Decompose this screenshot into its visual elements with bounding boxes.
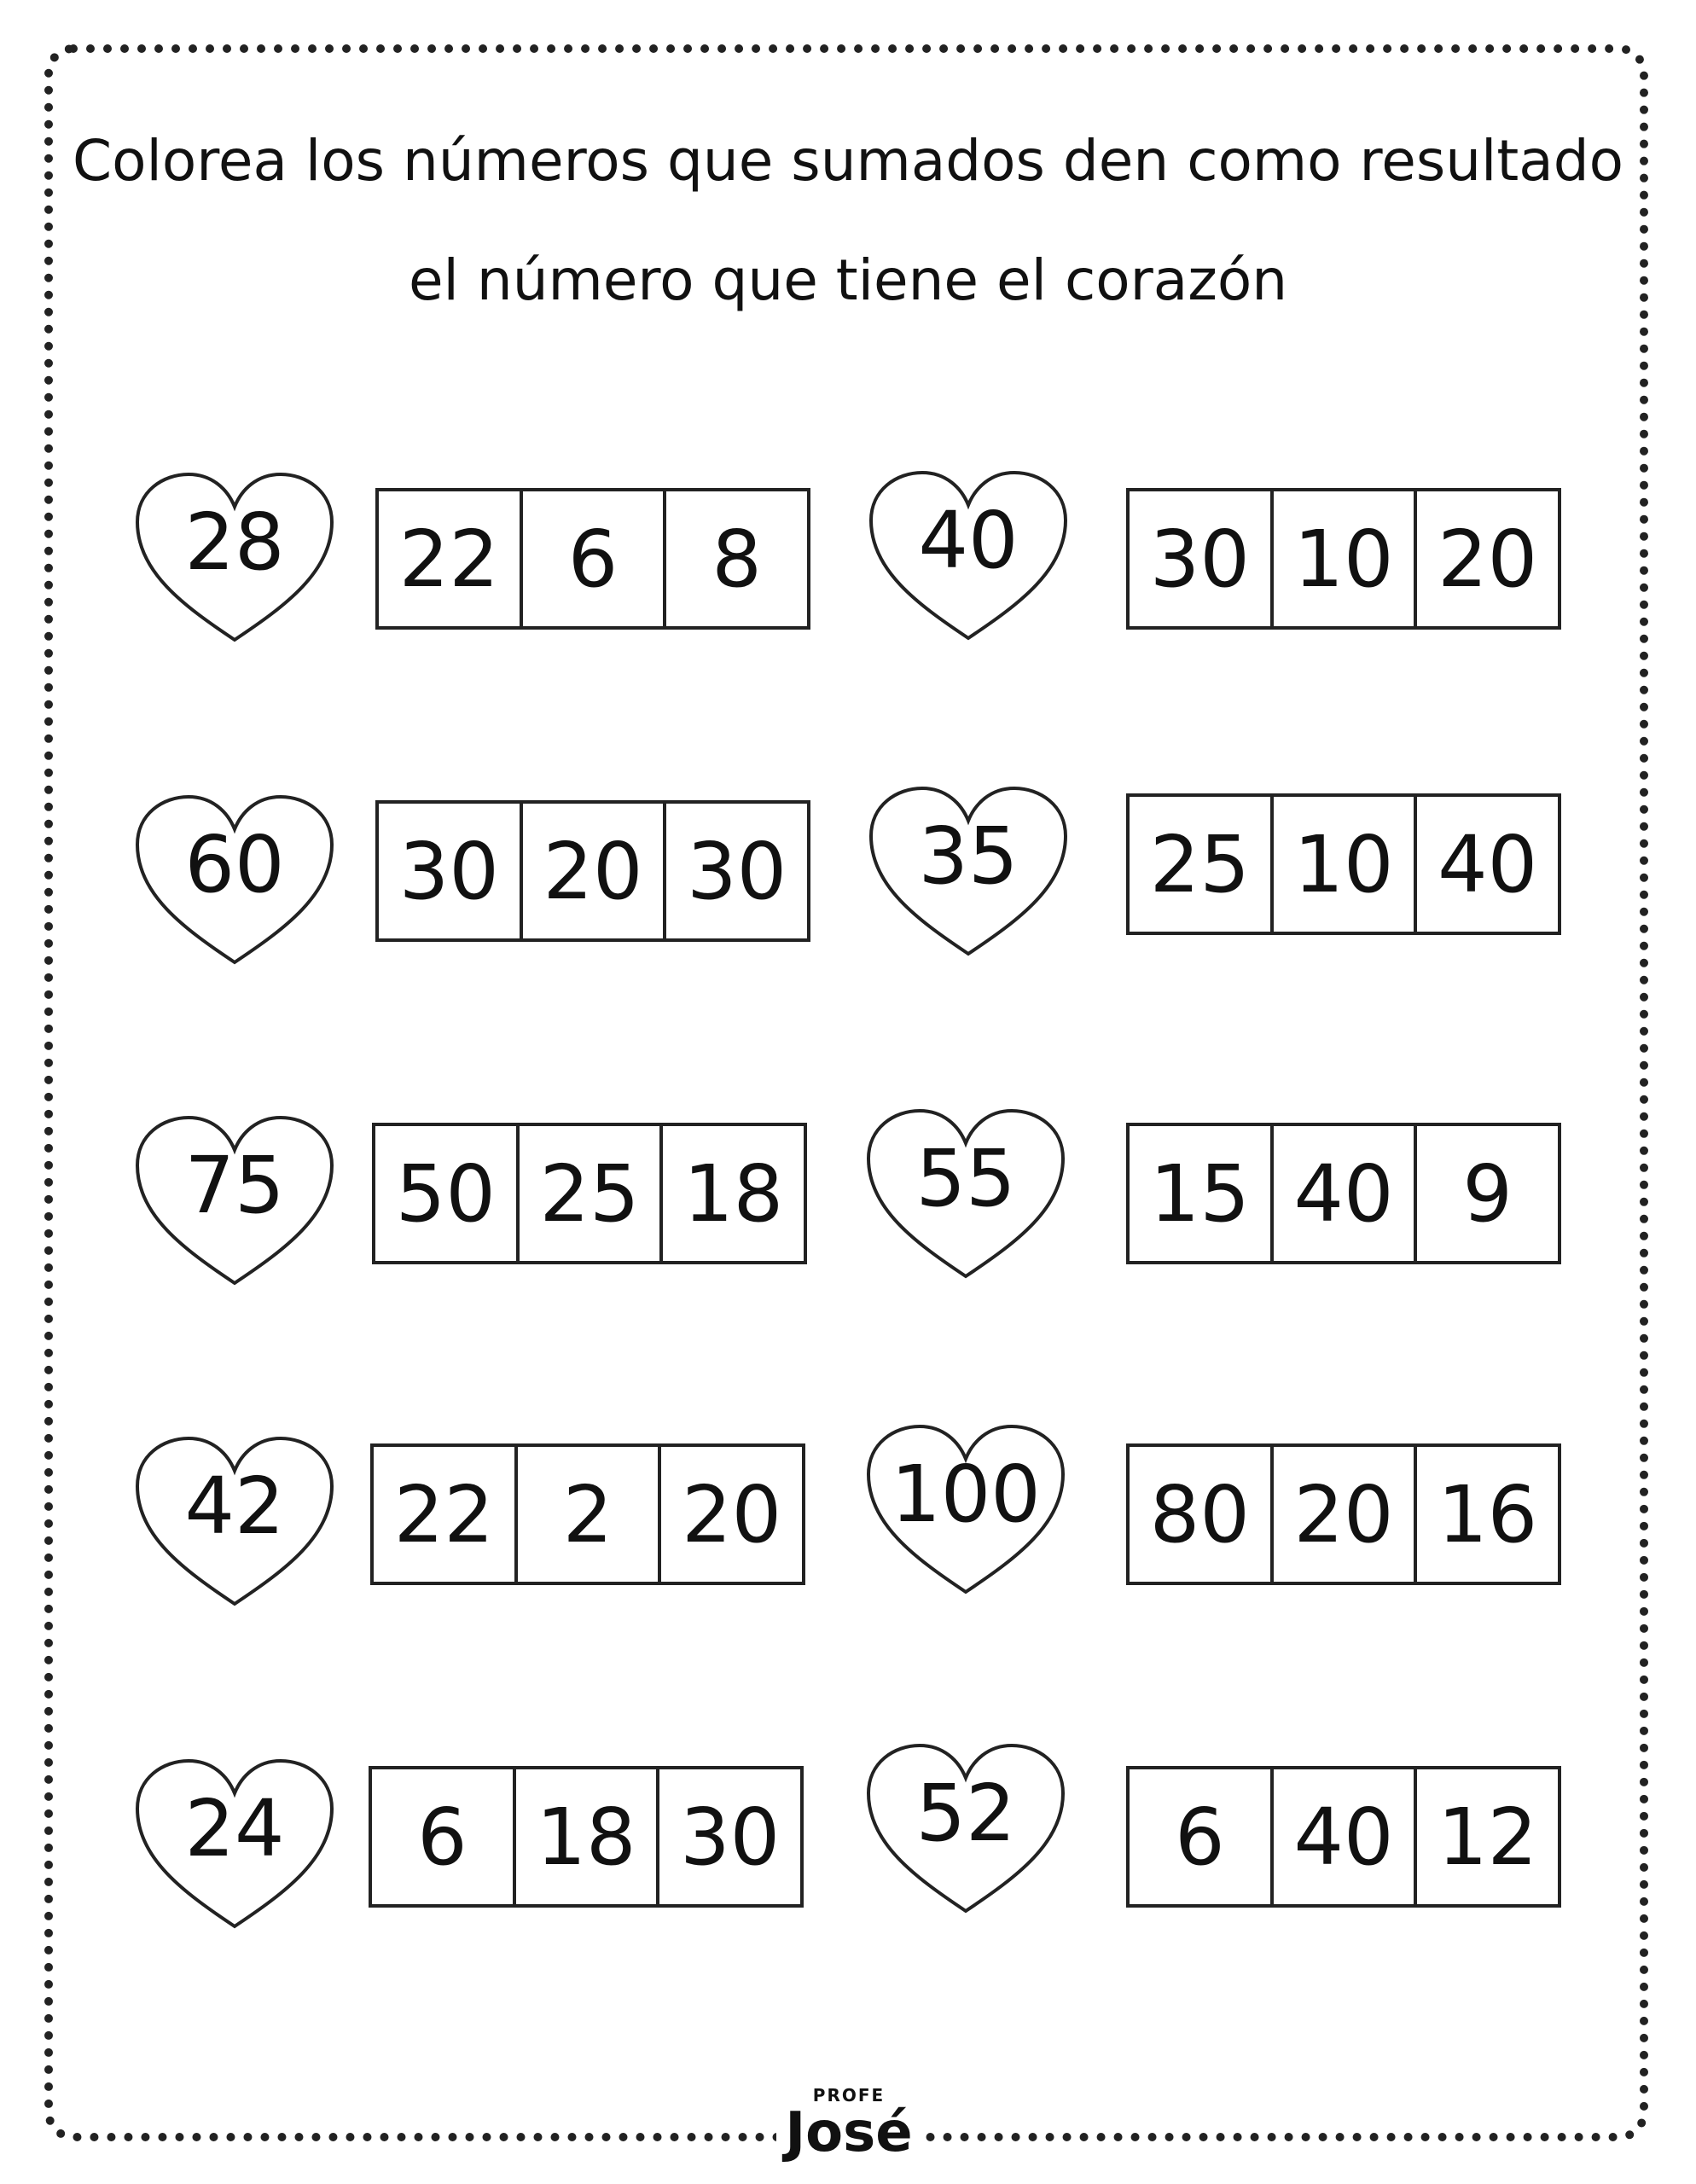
number-box[interactable]: 6 (1130, 1769, 1274, 1904)
number-box[interactable]: 50 (375, 1126, 520, 1261)
instruction-line-2: el número que tiene el corazón (408, 247, 1288, 313)
number-box[interactable]: 20 (682, 1468, 782, 1560)
number-boxes (372, 1123, 807, 1264)
number-boxes (375, 800, 810, 942)
number-box[interactable]: 16 (1438, 1468, 1538, 1560)
heart-75 (132, 1112, 337, 1292)
number-box[interactable]: 10 (1274, 797, 1418, 932)
number-boxes (370, 1443, 805, 1585)
number-box[interactable]: 6 (372, 1769, 516, 1904)
number-box[interactable]: 30 (1130, 491, 1274, 626)
number-box[interactable]: 30 (379, 804, 523, 938)
number-box[interactable]: 20 (1274, 1447, 1418, 1582)
number-box[interactable]: 10 (1274, 491, 1418, 626)
number-box[interactable]: 80 (1130, 1447, 1274, 1582)
instruction-line-1: Colorea los números que sumados den como resultado (73, 128, 1623, 194)
number-box[interactable]: 18 (516, 1769, 660, 1904)
heart-number: 55 (915, 1133, 1016, 1224)
number-box[interactable]: 22 (379, 491, 523, 626)
number-box[interactable]: 18 (683, 1147, 784, 1240)
logo-name-text: José (785, 2101, 913, 2164)
number-box[interactable]: 25 (1130, 797, 1274, 932)
number-box[interactable]: 30 (687, 825, 787, 917)
heart-number: 52 (915, 1768, 1016, 1859)
number-box[interactable]: 20 (1438, 513, 1538, 605)
heart-100 (863, 1421, 1068, 1600)
heart-number: 35 (918, 810, 1019, 902)
heart-52 (863, 1740, 1068, 1920)
heart-number: 100 (891, 1449, 1041, 1540)
number-boxes (1126, 1766, 1561, 1908)
number-box[interactable]: 8 (712, 513, 762, 605)
number-box[interactable]: 30 (680, 1791, 781, 1883)
heart-24 (132, 1756, 337, 1935)
number-boxes (1126, 793, 1561, 935)
heart-55 (863, 1106, 1068, 1285)
number-box[interactable]: 12 (1438, 1791, 1538, 1883)
number-boxes (1126, 488, 1561, 630)
number-boxes (369, 1766, 804, 1908)
number-box[interactable]: 40 (1438, 818, 1538, 910)
heart-number: 28 (184, 497, 285, 588)
number-box[interactable]: 9 (1462, 1147, 1513, 1240)
heart-number: 60 (184, 819, 285, 910)
heart-number: 40 (918, 495, 1019, 586)
number-box[interactable]: 15 (1130, 1126, 1274, 1261)
logo-top-text: PROFE (812, 2085, 886, 2106)
heart-60 (132, 792, 337, 971)
heart-42 (132, 1433, 337, 1612)
number-box[interactable]: 6 (523, 491, 667, 626)
profe-jose-logo (776, 2078, 921, 2172)
number-box[interactable]: 25 (520, 1126, 664, 1261)
number-box[interactable]: 2 (518, 1447, 662, 1582)
heart-number: 42 (184, 1461, 285, 1552)
number-boxes (1126, 1443, 1561, 1585)
heart-35 (866, 783, 1071, 962)
heart-28 (132, 469, 337, 648)
heart-40 (866, 468, 1071, 647)
heart-number: 75 (184, 1140, 285, 1231)
number-boxes (1126, 1123, 1561, 1264)
number-boxes (375, 488, 810, 630)
number-box[interactable]: 20 (523, 804, 667, 938)
number-box[interactable]: 40 (1274, 1769, 1418, 1904)
number-box[interactable]: 22 (374, 1447, 518, 1582)
heart-number: 24 (184, 1783, 285, 1874)
number-box[interactable]: 40 (1274, 1126, 1418, 1261)
